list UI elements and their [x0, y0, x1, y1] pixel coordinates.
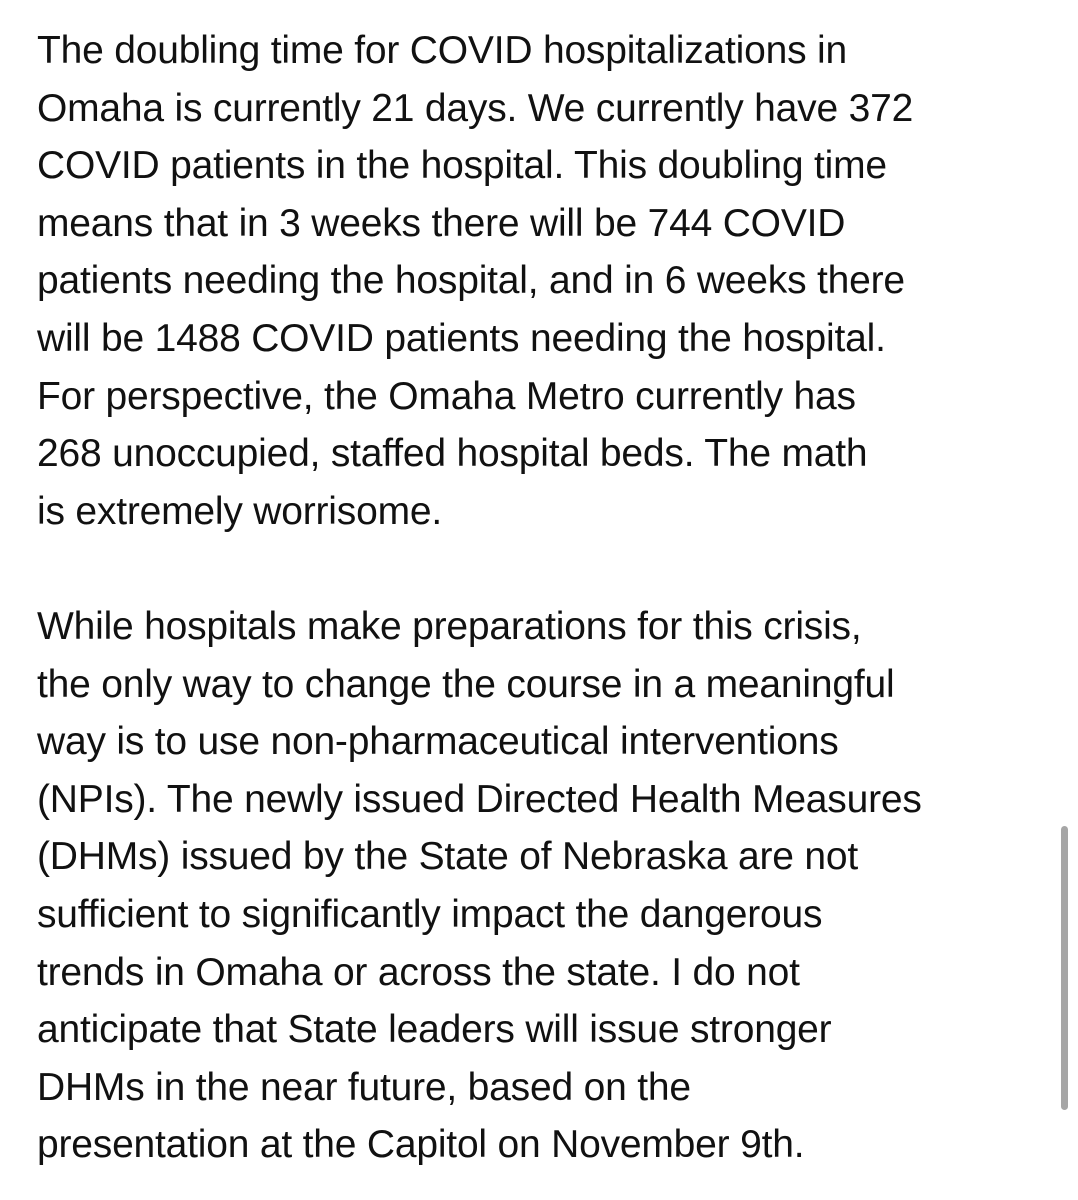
text-line: anticipate that State leaders will issue stronger: [37, 1008, 832, 1052]
text-line: the only way to change the course in a meaningful: [37, 662, 895, 706]
vertical-scrollbar-thumb[interactable]: [1061, 826, 1068, 1110]
text-line: 268 unoccupied, staffed hospital beds. The math: [37, 432, 868, 476]
text-line: COVID patients in the hospital. This doubling time: [37, 144, 887, 188]
text-line: means that in 3 weeks there will be 744 COVID: [37, 201, 846, 245]
text-line: For perspective, the Omaha Metro currently has: [37, 374, 856, 418]
text-line: Omaha is currently 21 days. We currently have 372: [37, 86, 914, 130]
text-line: DHMs in the near future, based on the: [37, 1065, 691, 1109]
text-line: trends in Omaha or across the state. I do not: [37, 950, 800, 994]
text-line: presentation at the Capitol on November 9th.: [37, 1123, 805, 1167]
text-line: sufficient to significantly impact the dangerous: [37, 892, 823, 936]
paragraph-spacer: [37, 540, 1047, 598]
text-line: The doubling time for COVID hospitalizations in: [37, 29, 848, 72]
text-line: While hospitals make preparations for this crisis,: [37, 604, 862, 648]
text-line: way is to use non-pharmaceutical interventions: [37, 720, 839, 764]
text-line: will be 1488 COVID patients needing the hospital.: [37, 316, 886, 360]
text-line: (NPIs). The newly issued Directed Health Measures: [37, 777, 922, 821]
note-body-text: [37, 22, 1047, 1174]
text-line: is extremely worrisome.: [37, 489, 442, 533]
text-line: patients needing the hospital, and in 6 weeks there: [37, 259, 905, 303]
text-line: (DHMs) issued by the State of Nebraska are not: [37, 835, 858, 879]
